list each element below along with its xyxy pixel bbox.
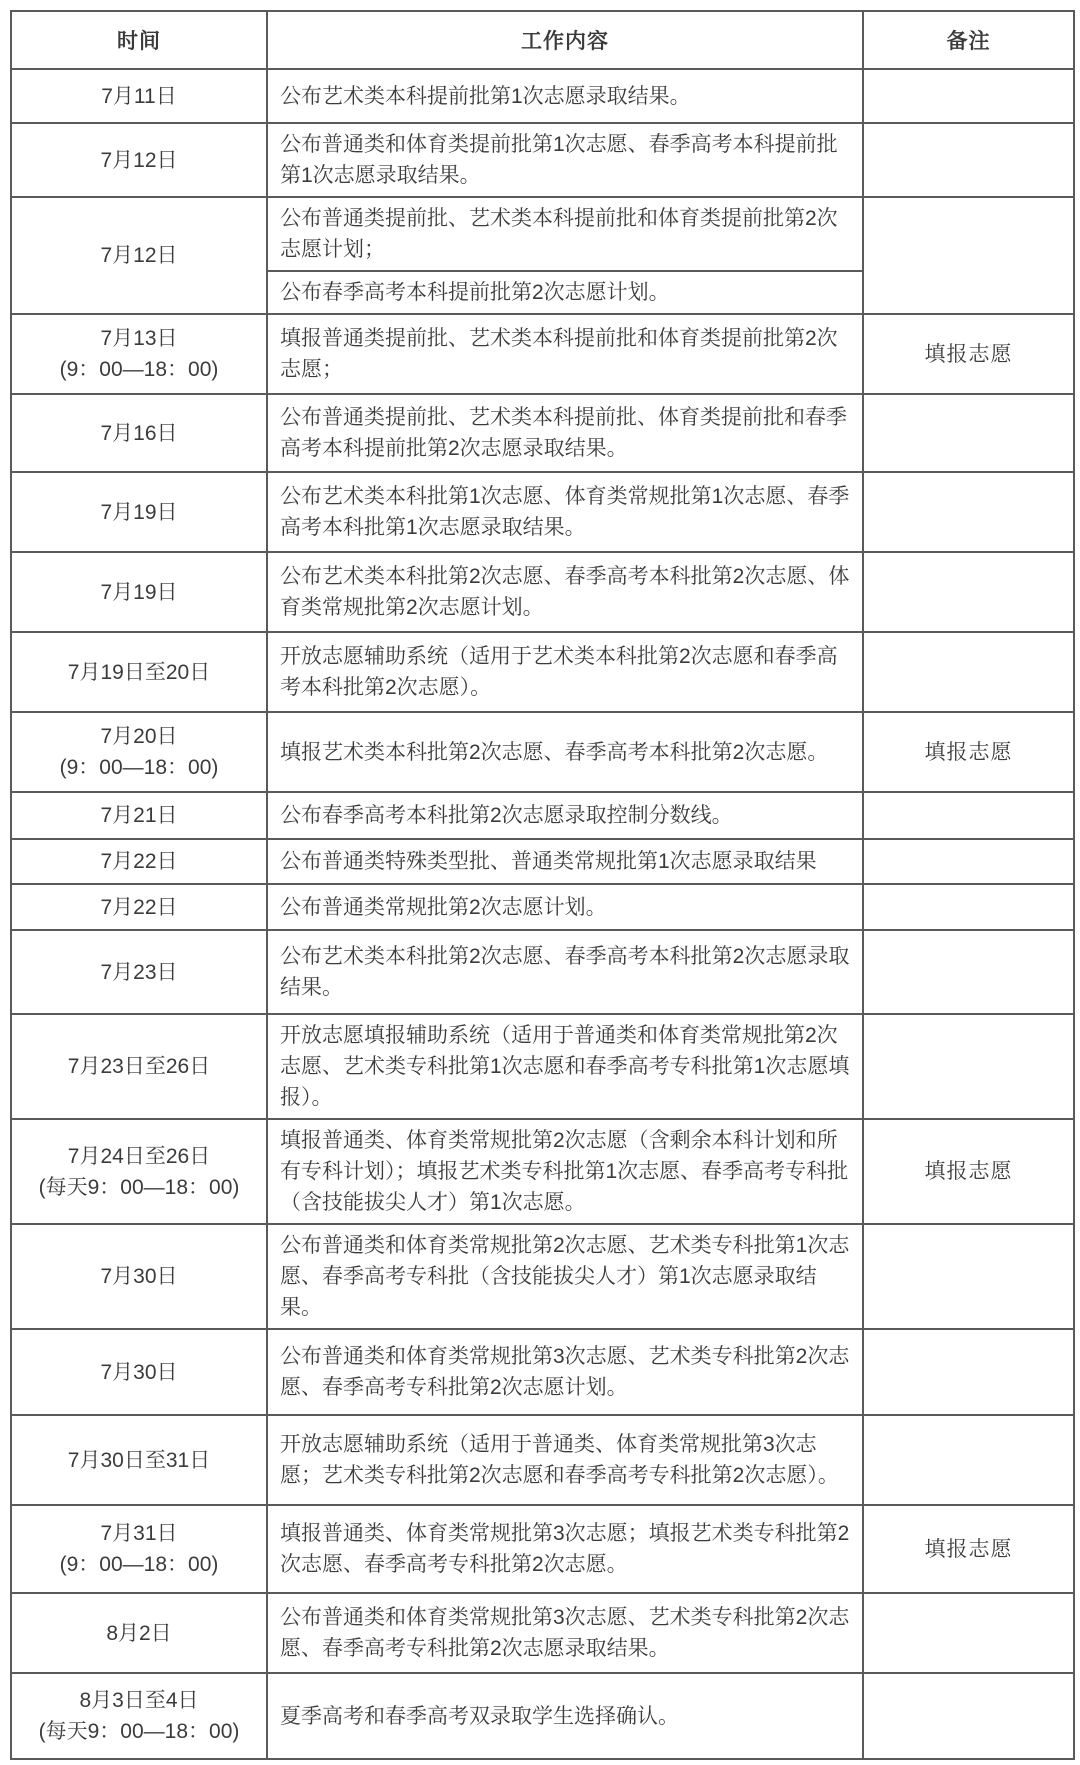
time-cell [11, 197, 267, 314]
content-cell: 公布普通类常规批第2次志愿计划。 [267, 884, 863, 930]
time-cell [11, 552, 267, 632]
time-cell [11, 314, 267, 394]
header-remark: 备注 [863, 11, 1074, 69]
table-row [11, 123, 1074, 197]
remark-cell [863, 1415, 1074, 1505]
time-line: 7月19日 [100, 580, 178, 604]
remark-cell [863, 394, 1074, 472]
time-line: 7月21日 [100, 804, 178, 827]
time-line: (9：00—18：00) [59, 358, 219, 381]
content-cell: 公布艺术类本科提前批第1次志愿录取结果。 [267, 69, 863, 123]
content-cell: 公布艺术类本科批第1次志愿、体育类常规批第1次志愿、春季高考本科批第1次志愿录取结果。 [267, 472, 863, 552]
remark-cell [863, 123, 1074, 197]
table-row [11, 1014, 1074, 1119]
remark-cell: 填报志愿 [863, 314, 1074, 394]
table-row [11, 1505, 1074, 1593]
remark-cell [863, 930, 1074, 1014]
remark-cell [863, 632, 1074, 712]
remark-cell [863, 792, 1074, 839]
table-row [11, 69, 1074, 123]
time-cell [11, 123, 267, 197]
time-cell [11, 1415, 267, 1505]
time-line: 7月12日 [100, 148, 178, 172]
content-cell: 公布春季高考本科批第2次志愿录取控制分数线。 [267, 792, 863, 839]
table-row [11, 884, 1074, 930]
content-cell: 夏季高考和春季高考双录取学生选择确认。 [267, 1673, 863, 1759]
content-cell: 公布普通类和体育类提前批第1次志愿、春季高考本科提前批第1次志愿录取结果。 [267, 123, 863, 197]
time-cell [11, 1014, 267, 1119]
time-line: 7月31日 [100, 1522, 178, 1545]
header-content: 工作内容 [267, 11, 863, 69]
content-cell: 公布艺术类本科批第2次志愿、春季高考本科批第2次志愿、体育类常规批第2次志愿计划。 [267, 552, 863, 632]
time-line: (9：00—18：00) [59, 1553, 219, 1576]
time-line: 8月2日 [106, 1621, 172, 1645]
content-cell: 开放志愿辅助系统（适用于普通类、体育类常规批第3次志愿；艺术类专科批第2次志愿和春季高考专科批第2次志愿）。 [267, 1415, 863, 1505]
remark-cell: 填报志愿 [863, 712, 1074, 792]
remark-cell [863, 197, 1074, 314]
time-line: 7月19日 [100, 500, 178, 524]
time-cell [11, 930, 267, 1014]
content-cell: 开放志愿填报辅助系统（适用于普通类和体育类常规批第2次志愿、艺术类专科批第1次志愿和春季高考专科批第1次志愿填报）。 [267, 1014, 863, 1119]
table-row [11, 1673, 1074, 1759]
time-line: 7月30日 [100, 1265, 178, 1288]
content-cell: 填报普通类、体育类常规批第2次志愿（含剩余本科计划和所有专科计划）；填报艺术类专科批第1次志愿、春季高考专科批（含技能拔尖人才）第1次志愿。 [267, 1119, 863, 1224]
table-row [11, 552, 1074, 632]
content-cell: 公布普通类提前批、艺术类本科提前批和体育类提前批第2次志愿计划； [267, 197, 863, 271]
table-row [11, 792, 1074, 839]
remark-cell [863, 1673, 1074, 1759]
time-line: (每天9：00—18：00) [38, 1720, 240, 1743]
time-line: (9：00—18：00) [59, 756, 219, 779]
remark-cell: 填报志愿 [863, 1505, 1074, 1593]
content-cell: 公布普通类特殊类型批、普通类常规批第1次志愿录取结果 [267, 839, 863, 884]
remark-cell [863, 839, 1074, 884]
time-cell [11, 632, 267, 712]
table-row [11, 472, 1074, 552]
time-line: 7月19日至20日 [67, 660, 211, 684]
table-row [11, 394, 1074, 472]
time-cell [11, 1329, 267, 1415]
time-line: 7月23日 [100, 960, 178, 984]
table-row [11, 314, 1074, 394]
content-cell: 填报艺术类本科批第2次志愿、春季高考本科批第2次志愿。 [267, 712, 863, 792]
time-line: 7月20日 [100, 725, 178, 748]
table-row [11, 1415, 1074, 1505]
table-row [11, 1593, 1074, 1673]
remark-cell: 填报志愿 [863, 1119, 1074, 1224]
table-row [11, 632, 1074, 712]
time-line: 7月16日 [100, 421, 178, 445]
schedule-table [10, 10, 1075, 1760]
time-line: 7月22日 [100, 895, 178, 919]
time-line: 8月3日至4日 [79, 1689, 199, 1712]
header-time: 时间 [11, 11, 267, 69]
time-line: 7月11日 [101, 84, 177, 108]
content-cell: 公布普通类和体育类常规批第3次志愿、艺术类专科批第2次志愿、春季高考专科批第2次志愿录取结果。 [267, 1593, 863, 1673]
table-row [11, 930, 1074, 1014]
time-line: 7月22日 [100, 850, 178, 873]
time-cell [11, 1119, 267, 1224]
time-line: (每天9：00—18：00) [38, 1175, 240, 1199]
content-cell: 开放志愿辅助系统（适用于艺术类本科批第2次志愿和春季高考本科批第2次志愿）。 [267, 632, 863, 712]
content-cell: 公布艺术类本科批第2次志愿、春季高考本科批第2次志愿录取结果。 [267, 930, 863, 1014]
time-cell [11, 69, 267, 123]
remark-cell [863, 69, 1074, 123]
table-row [11, 1329, 1074, 1415]
content-cell: 填报普通类、体育类常规批第3次志愿；填报艺术类专科批第2次志愿、春季高考专科批第2次志愿。 [267, 1505, 863, 1593]
header-row [11, 11, 1074, 69]
remark-cell [863, 552, 1074, 632]
time-line: 7月12日 [100, 244, 178, 267]
remark-cell [863, 472, 1074, 552]
schedule-table-body [11, 69, 1074, 1759]
content-cell: 公布普通类提前批、艺术类本科提前批、体育类提前批和春季高考本科提前批第2次志愿录取结果。 [267, 394, 863, 472]
time-cell [11, 1224, 267, 1329]
time-cell [11, 884, 267, 930]
remark-cell [863, 1014, 1074, 1119]
remark-cell [863, 1593, 1074, 1673]
time-line: 7月30日 [100, 1360, 178, 1384]
content-cell: 公布普通类和体育类常规批第2次志愿、艺术类专科批第1次志愿、春季高考专科批（含技能拔尖人才）第1次志愿录取结果。 [267, 1224, 863, 1329]
time-cell [11, 394, 267, 472]
table-row [11, 197, 1074, 271]
remark-cell [863, 884, 1074, 930]
content-cell: 公布春季高考本科提前批第2次志愿计划。 [267, 271, 863, 314]
content-cell: 公布普通类和体育类常规批第3次志愿、艺术类专科批第2次志愿、春季高考专科批第2次志愿计划。 [267, 1329, 863, 1415]
remark-cell [863, 1329, 1074, 1415]
content-cell: 填报普通类提前批、艺术类本科提前批和体育类提前批第2次志愿； [267, 314, 863, 394]
time-line: 7月30日至31日 [67, 1448, 211, 1472]
table-row [11, 839, 1074, 884]
time-cell [11, 712, 267, 792]
table-row [11, 1119, 1074, 1224]
remark-cell [863, 1224, 1074, 1329]
table-row [11, 712, 1074, 792]
time-line: 7月24日至26日 [67, 1144, 211, 1168]
time-cell [11, 792, 267, 839]
time-cell [11, 1673, 267, 1759]
table-row [11, 1224, 1074, 1329]
time-line: 7月23日至26日 [67, 1055, 211, 1078]
time-cell [11, 1593, 267, 1673]
time-line: 7月13日 [100, 327, 178, 350]
time-cell [11, 472, 267, 552]
time-cell [11, 1505, 267, 1593]
time-cell [11, 839, 267, 884]
